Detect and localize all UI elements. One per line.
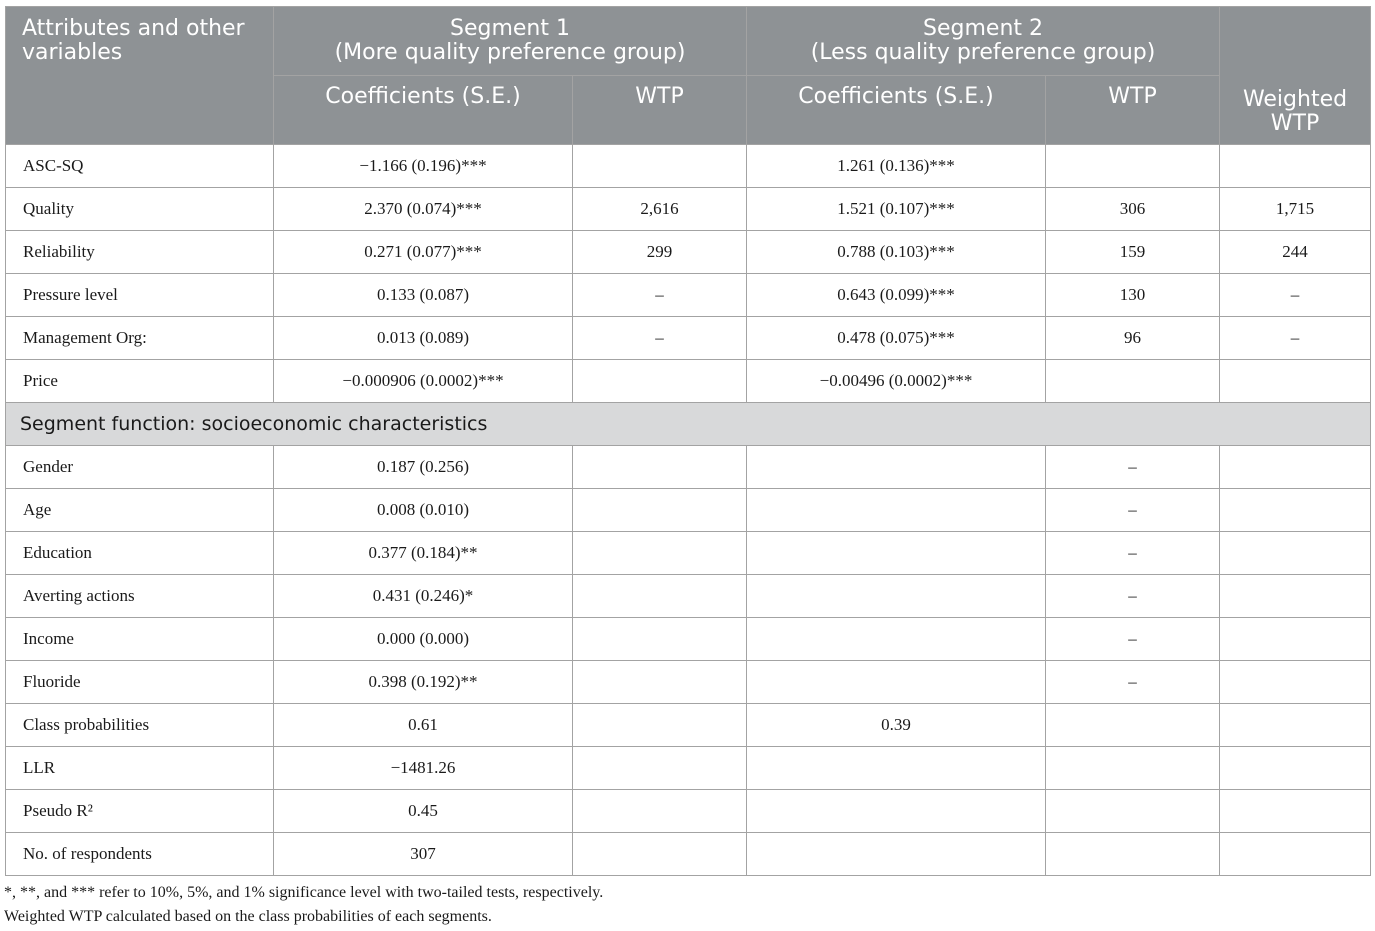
cell-label: Reliability (6, 231, 274, 274)
header-segment-1 (274, 7, 747, 76)
cell-weighted-wtp (1220, 532, 1371, 575)
cell-seg1-coefficient: 0.431 (0.246)* (274, 575, 573, 618)
header-weighted-wtp: Weighted WTP (1220, 7, 1371, 145)
cell-label: Pressure level (6, 274, 274, 317)
cell-seg2-coefficient (747, 790, 1046, 833)
table-row (6, 188, 1371, 231)
cell-weighted-wtp (1220, 360, 1371, 403)
cell-seg2-wtp: 130 (1046, 274, 1220, 317)
table-row (6, 317, 1371, 360)
cell-label: Price (6, 360, 274, 403)
header-attributes: Attributes and other variables (6, 7, 274, 145)
cell-seg2-wtp (1046, 360, 1220, 403)
cell-label: Class probabilities (6, 704, 274, 747)
cell-seg1-coefficient: 307 (274, 833, 573, 876)
cell-seg2-coefficient (747, 661, 1046, 704)
cell-seg2-coefficient: 1.521 (0.107)*** (747, 188, 1046, 231)
cell-seg1-coefficient: 0.45 (274, 790, 573, 833)
cell-seg2-wtp (1046, 790, 1220, 833)
cell-seg2-coefficient (747, 575, 1046, 618)
segment-2-title: Segment 2 (923, 16, 1044, 41)
cell-seg1-coefficient: 0.008 (0.010) (274, 489, 573, 532)
table-row (6, 575, 1371, 618)
segment-1-title: Segment 1 (450, 16, 570, 41)
cell-weighted-wtp (1220, 489, 1371, 532)
cell-seg2-wtp: – (1046, 489, 1220, 532)
cell-seg2-coefficient (747, 618, 1046, 661)
table-row (6, 704, 1371, 747)
cell-weighted-wtp (1220, 618, 1371, 661)
cell-seg2-coefficient: 0.478 (0.075)*** (747, 317, 1046, 360)
cell-seg2-coefficient (747, 833, 1046, 876)
cell-seg2-wtp (1046, 747, 1220, 790)
cell-label: Fluoride (6, 661, 274, 704)
cell-weighted-wtp (1220, 661, 1371, 704)
cell-label: Income (6, 618, 274, 661)
cell-label: Quality (6, 188, 274, 231)
header-segment-2 (747, 7, 1220, 76)
cell-seg2-coefficient (747, 747, 1046, 790)
results-table-container (5, 6, 1370, 876)
table-row (6, 747, 1371, 790)
cell-seg2-wtp: 306 (1046, 188, 1220, 231)
cell-seg2-coefficient: −0.00496 (0.0002)*** (747, 360, 1046, 403)
cell-seg2-coefficient (747, 532, 1046, 575)
cell-seg2-coefficient: 0.39 (747, 704, 1046, 747)
cell-seg2-wtp: – (1046, 661, 1220, 704)
cell-seg2-coefficient: 0.643 (0.099)*** (747, 274, 1046, 317)
cell-seg1-wtp (573, 489, 747, 532)
cell-seg2-coefficient (747, 489, 1046, 532)
segment-2-subtitle: (Less quality preference group) (810, 40, 1156, 65)
cell-seg1-coefficient: 0.377 (0.184)** (274, 532, 573, 575)
cell-weighted-wtp (1220, 704, 1371, 747)
cell-seg2-wtp: – (1046, 618, 1220, 661)
cell-seg1-wtp: – (573, 274, 747, 317)
cell-seg2-coefficient (747, 446, 1046, 489)
table-row (6, 274, 1371, 317)
table-row (6, 231, 1371, 274)
table-footnotes (4, 881, 603, 929)
segment-1-subtitle: (More quality preference group) (334, 40, 686, 65)
table-body (6, 145, 1371, 876)
cell-label: Education (6, 532, 274, 575)
cell-weighted-wtp: – (1220, 274, 1371, 317)
cell-seg2-wtp: – (1046, 532, 1220, 575)
cell-seg1-wtp: 2,616 (573, 188, 747, 231)
table-row (6, 790, 1371, 833)
cell-seg2-wtp (1046, 145, 1220, 188)
section-label: Segment function: socioeconomic characteristics (6, 403, 1371, 446)
header-seg2-coefficients: Coefficients (S.E.) (747, 76, 1046, 145)
cell-seg1-wtp (573, 618, 747, 661)
cell-weighted-wtp: 1,715 (1220, 188, 1371, 231)
table-row (6, 145, 1371, 188)
table-row (6, 618, 1371, 661)
cell-seg2-wtp: – (1046, 575, 1220, 618)
cell-weighted-wtp (1220, 446, 1371, 489)
cell-seg1-coefficient: 0.61 (274, 704, 573, 747)
cell-seg2-wtp: 96 (1046, 317, 1220, 360)
cell-seg1-wtp (573, 145, 747, 188)
cell-seg1-coefficient: 0.000 (0.000) (274, 618, 573, 661)
results-table (5, 6, 1371, 876)
header-seg1-coefficients: Coefficients (S.E.) (274, 76, 573, 145)
cell-weighted-wtp: – (1220, 317, 1371, 360)
cell-seg1-wtp (573, 532, 747, 575)
table-row (6, 489, 1371, 532)
cell-label: Age (6, 489, 274, 532)
cell-seg1-coefficient: 2.370 (0.074)*** (274, 188, 573, 231)
footnote-weighted-wtp: Weighted WTP calculated based on the class probabilities of each segments. (4, 908, 492, 925)
cell-label: LLR (6, 747, 274, 790)
header-seg2-wtp: WTP (1046, 76, 1220, 145)
cell-label: ASC-SQ (6, 145, 274, 188)
table-row (6, 833, 1371, 876)
cell-seg1-wtp: 299 (573, 231, 747, 274)
cell-weighted-wtp (1220, 747, 1371, 790)
footnote-significance: *, **, and *** refer to 10%, 5%, and 1% significance level with two-tailed tests, respectively. (4, 884, 604, 901)
cell-seg1-wtp (573, 446, 747, 489)
cell-weighted-wtp (1220, 145, 1371, 188)
cell-seg2-coefficient: 0.788 (0.103)*** (747, 231, 1046, 274)
cell-seg1-wtp: – (573, 317, 747, 360)
cell-seg1-wtp (573, 790, 747, 833)
cell-seg1-wtp (573, 575, 747, 618)
cell-label: Gender (6, 446, 274, 489)
cell-weighted-wtp (1220, 833, 1371, 876)
cell-label: Pseudo R² (6, 790, 274, 833)
cell-label: No. of respondents (6, 833, 274, 876)
table-row (6, 360, 1371, 403)
header-seg1-wtp: WTP (573, 76, 747, 145)
cell-seg1-coefficient: −0.000906 (0.0002)*** (274, 360, 573, 403)
cell-seg1-wtp (573, 833, 747, 876)
table-row (6, 532, 1371, 575)
section-row (6, 403, 1371, 446)
cell-seg2-wtp: 159 (1046, 231, 1220, 274)
cell-seg2-wtp: – (1046, 446, 1220, 489)
cell-seg1-wtp (573, 704, 747, 747)
cell-seg1-coefficient: 0.398 (0.192)** (274, 661, 573, 704)
cell-seg1-wtp (573, 747, 747, 790)
cell-seg1-coefficient: 0.013 (0.089) (274, 317, 573, 360)
cell-seg1-coefficient: 0.187 (0.256) (274, 446, 573, 489)
cell-seg1-wtp (573, 661, 747, 704)
cell-label: Management Org: (6, 317, 274, 360)
cell-seg1-coefficient: −1.166 (0.196)*** (274, 145, 573, 188)
table-header (6, 7, 1371, 145)
cell-seg2-coefficient: 1.261 (0.136)*** (747, 145, 1046, 188)
cell-seg1-coefficient: 0.271 (0.077)*** (274, 231, 573, 274)
cell-seg1-coefficient: 0.133 (0.087) (274, 274, 573, 317)
cell-seg1-coefficient: −1481.26 (274, 747, 573, 790)
table-row (6, 446, 1371, 489)
cell-seg1-wtp (573, 360, 747, 403)
cell-seg2-wtp (1046, 704, 1220, 747)
cell-weighted-wtp (1220, 575, 1371, 618)
cell-weighted-wtp (1220, 790, 1371, 833)
table-row (6, 661, 1371, 704)
cell-label: Averting actions (6, 575, 274, 618)
cell-seg2-wtp (1046, 833, 1220, 876)
cell-weighted-wtp: 244 (1220, 231, 1371, 274)
